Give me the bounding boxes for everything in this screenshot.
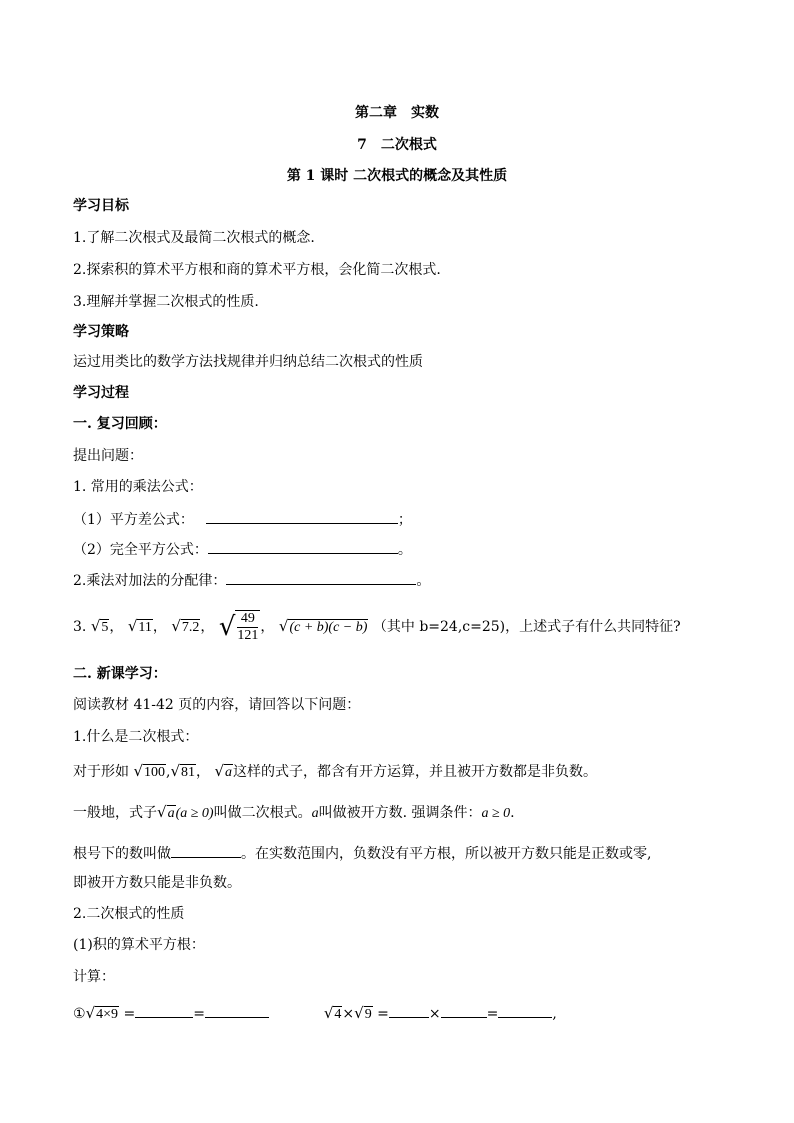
sep: ， (109, 619, 124, 635)
newlesson-q2: 2.二次根式的性质 (73, 906, 185, 922)
strategy-text: 运过用类比的数学方法找规律并归纳总结二次根式的性质 (73, 354, 423, 370)
strategy-heading: 学习策略 (73, 324, 129, 340)
radicand-prefix: 根号下的数叫做 (73, 846, 171, 862)
equals: = (193, 1006, 205, 1022)
question-3 (73, 609, 681, 645)
question-2 (73, 570, 430, 591)
goal-item: 3.理解并掌握二次根式的性质. (73, 294, 259, 310)
answer-blank[interactable] (498, 1003, 552, 1018)
answer-blank[interactable] (135, 1003, 193, 1018)
question-1b (73, 539, 412, 560)
answer-blank[interactable] (226, 570, 416, 585)
var-a: a (311, 806, 319, 821)
question-1a-label: （1）平方差公式： (73, 512, 194, 528)
sqrt-11: √11 (127, 617, 152, 635)
ask-label: 提出问题： (73, 448, 143, 464)
answer-blank[interactable] (389, 1003, 429, 1018)
question-1a (73, 509, 412, 530)
sqrt-100: √100 (133, 762, 166, 780)
form-prefix: 对于形如 (73, 764, 129, 780)
sqrt-81: √81 (170, 762, 196, 780)
newlesson-q2a: (1)积的算术平方根： (73, 937, 205, 953)
radicand-suffix: 。在实数范围内，负数没有平方根，所以被开方数只能是正数或零, (241, 846, 652, 862)
question-1b-label: （2）完全平方公式： (73, 542, 208, 558)
sqrt-5: √5 (90, 617, 109, 635)
sqrt-a: √a (214, 762, 233, 780)
answer-blank[interactable] (441, 1003, 487, 1018)
lesson-title: 第 1 课时 二次根式的概念及其性质 (286, 168, 508, 184)
answer-blank[interactable] (206, 509, 398, 524)
sqrt-fraction: √ $\frac{49}{121}$ (218, 611, 259, 643)
equals: = (377, 1006, 389, 1022)
equals: = (123, 1006, 136, 1022)
sqrt-4: √4 (323, 1004, 342, 1022)
fraction-numerator: 49 (237, 611, 258, 628)
punct: 。 (397, 542, 412, 558)
condition: (a ≥ 0) (175, 806, 214, 821)
punct: . (510, 805, 515, 821)
sqrt-a-general: √a (157, 803, 175, 821)
sqrt-9: √9 (354, 1004, 372, 1022)
calc-label: 计算： (73, 969, 115, 985)
fraction-denominator: 121 (237, 628, 259, 643)
question-1: 1. 常用的乘法公式： (73, 479, 203, 495)
answer-blank[interactable] (208, 539, 398, 554)
calc-line (73, 1003, 557, 1025)
punct: 。 (416, 573, 431, 589)
goal-item: 1.了解二次根式及最简二次根式的概念. (73, 230, 315, 246)
answer-blank[interactable] (171, 843, 241, 858)
sep: ， (260, 619, 275, 635)
section-title: 7 二次根式 (357, 137, 437, 153)
sep: ， (152, 619, 167, 635)
sep: ， (200, 619, 215, 635)
equals: = (486, 1006, 499, 1022)
newlesson-heading: 二. 新课学习： (73, 666, 167, 682)
q3-number: 3. (73, 619, 87, 635)
general-mid: 叫做二次根式。 (213, 805, 312, 821)
newlesson-q1: 1.什么是二次根式： (73, 729, 199, 745)
radicand-definition (73, 843, 651, 864)
chapter-title: 第二章 实数 (355, 105, 439, 121)
sqrt-product: √(c + b)(c − b) (278, 617, 368, 635)
q3-suffix: （其中 b=24,c=25)，上述式子有什么共同特征? (372, 619, 681, 635)
times: × (342, 1006, 355, 1022)
general-definition (73, 802, 515, 824)
process-heading: 学习过程 (73, 385, 129, 401)
punct: , (552, 1006, 557, 1022)
form-examples: 对于形如 √100,√81， √a这样的式子，都含有开方运算，并且被开方数都是非负数。 (73, 761, 597, 783)
sqrt-4x9: √4×9 (85, 1004, 119, 1022)
circled-one: ① (73, 1006, 86, 1022)
question-2-label: 2.乘法对加法的分配律： (73, 573, 227, 589)
goal-item: 2.探索积的算术平方根和商的算术平方根，会化简二次根式. (73, 262, 441, 278)
general-prefix: 一般地，式子 (73, 805, 157, 821)
radicand-line2: 即被开方数只能是非负数。 (73, 875, 241, 891)
punct: ； (397, 512, 412, 528)
review-heading: 一. 复习回顾： (73, 416, 167, 432)
times: × (428, 1006, 441, 1022)
answer-blank[interactable] (205, 1003, 269, 1018)
form-suffix: 这样的式子，都含有开方运算，并且被开方数都是非负数。 (233, 764, 598, 780)
read-instruction: 阅读教材 41-42 页的内容，请回答以下问题： (73, 697, 361, 713)
sqrt-7-2: √7.2 (171, 617, 200, 635)
goals-heading: 学习目标 (73, 198, 129, 214)
general-mid2: 叫做被开方数. 强调条件： (318, 805, 482, 821)
condition-2: a ≥ 0 (481, 806, 511, 821)
